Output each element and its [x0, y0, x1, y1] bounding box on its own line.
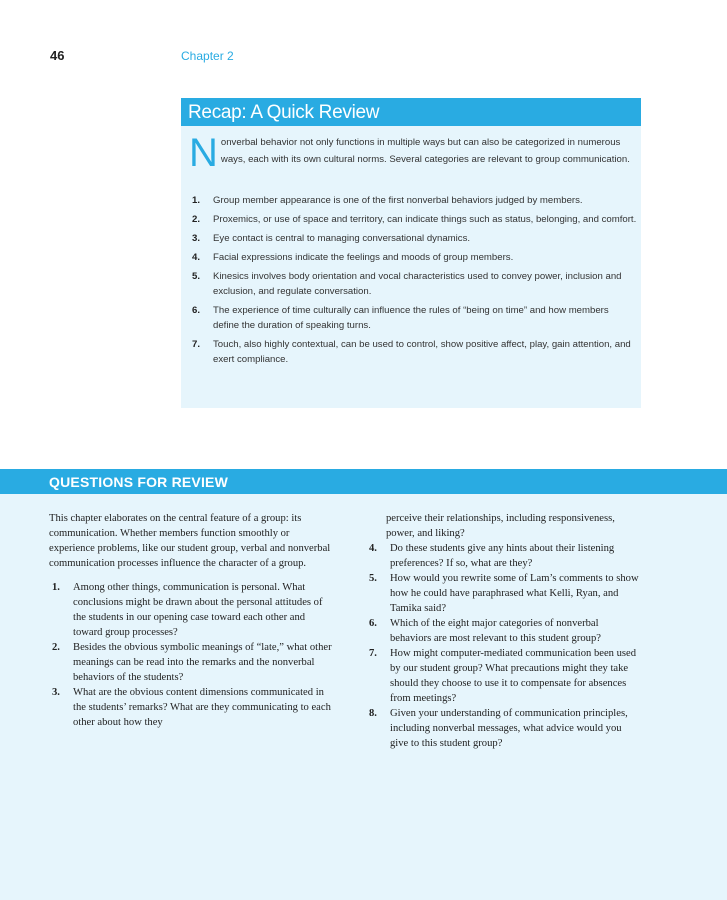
- recap-list: [189, 193, 637, 371]
- question-item: [366, 706, 641, 751]
- recap-item-number: 4.: [192, 252, 201, 263]
- question-text: How might computer-mediated communication been used by our student group? What precautions might they take should they choose to use it to compensate for absences from meetings?: [390, 648, 637, 704]
- recap-item-text: The experience of time culturally can influence the rules of “being on time” and how members define the duration of speaking turns.: [213, 305, 609, 331]
- questions-title: QUESTIONS FOR REVIEW: [0, 469, 727, 494]
- question-number: 1.: [52, 582, 60, 593]
- recap-item: [189, 193, 637, 208]
- question-text: How would you rewrite some of Lam’s comments to show how he could have paraphrased what Kelli, Ryan, and Tamika said?: [390, 573, 639, 614]
- question-item: [49, 580, 335, 640]
- question-number: 3.: [52, 687, 60, 698]
- questions-section: [0, 469, 727, 900]
- recap-item: [189, 212, 637, 227]
- recap-item-number: 6.: [192, 305, 201, 316]
- question-text: Among other things, communication is personal. What conclusions might be drawn about the personal attitudes of the students in our opening case toward each other and toward group processes?: [73, 582, 323, 638]
- recap-item-number: 5.: [192, 271, 201, 282]
- question-number: 4.: [369, 543, 377, 554]
- question-list: [49, 580, 335, 730]
- question-item: [366, 541, 641, 571]
- question-text: What are the obvious content dimensions communicated in the students’ remarks? What are they communicating to each other about how they: [73, 687, 331, 728]
- chapter-label: Chapter 2: [181, 49, 234, 63]
- recap-item: [189, 231, 637, 246]
- question-text: Given your understanding of communication principles, including nonverbal messages, what advice would you give to this student group?: [390, 708, 628, 749]
- question-item: [49, 685, 335, 730]
- recap-intro: [189, 131, 637, 175]
- questions-left-column: [49, 511, 335, 730]
- recap-item-number: 2.: [192, 214, 201, 225]
- question-number: 5.: [369, 573, 377, 584]
- question-item: [366, 571, 641, 616]
- recap-item: [189, 250, 637, 265]
- recap-item-text: Touch, also highly contextual, can be used to control, show positive affect, play, gain attention, and exert compliance.: [213, 339, 631, 365]
- drop-cap: N: [189, 131, 218, 175]
- question-item: [366, 646, 641, 706]
- question-number: 8.: [369, 708, 377, 719]
- recap-item: [189, 269, 637, 299]
- recap-item-number: 7.: [192, 339, 201, 350]
- recap-box: [181, 98, 641, 408]
- recap-item: [189, 303, 637, 333]
- recap-item-number: 3.: [192, 233, 201, 244]
- recap-title: Recap: A Quick Review: [181, 98, 641, 126]
- recap-item-text: Kinesics involves body orientation and vocal characteristics used to convey power, inclusion and exclusion, and regulate conversation.: [213, 271, 622, 297]
- question-item: [49, 640, 335, 685]
- question-number: 6.: [369, 618, 377, 629]
- question-list: [366, 541, 641, 751]
- recap-item-text: Facial expressions indicate the feelings and moods of group members.: [213, 252, 514, 263]
- recap-intro-text: onverbal behavior not only functions in multiple ways but can also be categorized in numerous ways, each with its own cultural norms. Several categories are relevant to group communication.: [220, 137, 630, 165]
- question-number: 7.: [369, 648, 377, 659]
- recap-item: [189, 337, 637, 367]
- questions-intro: This chapter elaborates on the central feature of a group: its communication. Whether members function smoothly or experience problems, like our student group, verbal and nonverbal communication processes influence the character of a group.: [49, 513, 331, 569]
- question-text: Do these students give any hints about their listening preferences? If so, what are they?: [390, 543, 615, 569]
- recap-item-text: Eye contact is central to managing conversational dynamics.: [213, 233, 471, 244]
- question-item: [366, 616, 641, 646]
- recap-item-number: 1.: [192, 195, 201, 206]
- question-continuation: perceive their relationships, including responsiveness, power, and liking?: [386, 513, 615, 539]
- recap-item-text: Group member appearance is one of the first nonverbal behaviors judged by members.: [213, 195, 583, 206]
- questions-right-column: [366, 511, 641, 751]
- question-text: Besides the obvious symbolic meanings of “late,” what other meanings can be read into the remarks and the nonverbal behaviors of the students?: [73, 642, 332, 683]
- page-number: 46: [50, 48, 65, 63]
- recap-item-text: Proxemics, or use of space and territory, can indicate things such as status, belonging, and comfort.: [213, 214, 637, 225]
- question-number: 2.: [52, 642, 60, 653]
- question-text: Which of the eight major categories of nonverbal behaviors are most relevant to this student group?: [390, 618, 601, 644]
